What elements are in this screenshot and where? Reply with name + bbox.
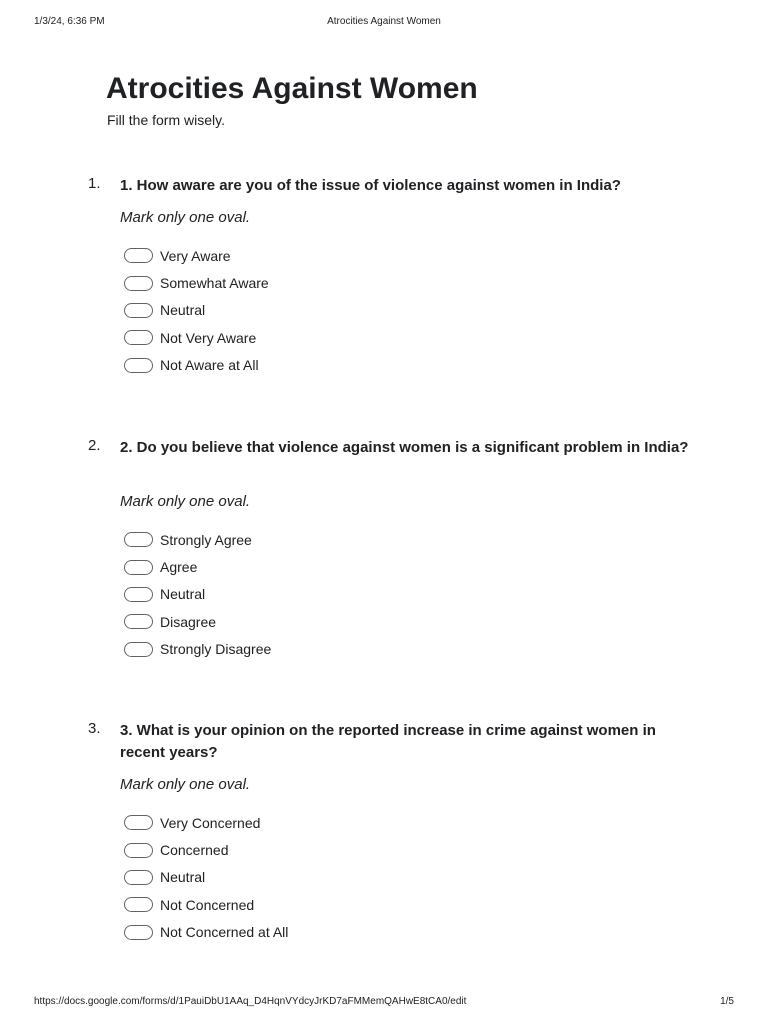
option-label: Not Concerned at All [160, 924, 289, 941]
print-url: https://docs.google.com/forms/d/1PauiDbU1AAq_D4HqnVYdcyJrKD7aFMMemQAHwE8tCA0/edit [34, 996, 467, 1007]
radio-oval[interactable] [124, 303, 153, 318]
question-hint: Mark only one oval. [120, 776, 251, 793]
option-label: Very Aware [160, 247, 231, 264]
radio-oval[interactable] [124, 815, 153, 830]
option-label: Neutral [160, 586, 206, 603]
print-doc-title: Atrocities Against Women [327, 16, 441, 27]
question-text: 1. How aware are you of the issue of violence against women in India? [120, 177, 621, 194]
option-label: Not Aware at All [160, 357, 259, 374]
question-text: 3. What is your opinion on the reported increase in crime against women in recent years? [120, 722, 656, 761]
option[interactable] [124, 809, 288, 836]
option[interactable] [124, 553, 271, 580]
option[interactable] [124, 919, 288, 946]
option[interactable] [124, 836, 288, 863]
question-hint: Mark only one oval. [120, 209, 251, 226]
option[interactable] [124, 581, 271, 608]
option[interactable] [124, 526, 271, 553]
option-label: Somewhat Aware [160, 275, 269, 292]
print-datetime: 1/3/24, 6:36 PM [34, 16, 105, 27]
print-footer [34, 996, 734, 1010]
option-list [124, 242, 269, 379]
option[interactable] [124, 269, 269, 296]
question-number: 3. [88, 720, 101, 737]
option-label: Very Concerned [160, 814, 261, 831]
option[interactable] [124, 608, 271, 635]
question-hint: Mark only one oval. [120, 493, 251, 510]
radio-oval[interactable] [124, 925, 153, 940]
option[interactable] [124, 324, 269, 351]
radio-oval[interactable] [124, 330, 153, 345]
option[interactable] [124, 864, 288, 891]
print-header [34, 16, 734, 30]
option[interactable] [124, 297, 269, 324]
question-number: 1. [88, 175, 101, 192]
question-number: 2. [88, 437, 101, 454]
radio-oval[interactable] [124, 642, 153, 657]
radio-oval[interactable] [124, 276, 153, 291]
radio-oval[interactable] [124, 560, 153, 575]
option-label: Agree [160, 559, 198, 576]
radio-oval[interactable] [124, 614, 153, 629]
form-description: Fill the form wisely. [107, 112, 225, 128]
print-page-number: 1/5 [720, 996, 734, 1007]
radio-oval[interactable] [124, 532, 153, 547]
option-label: Strongly Disagree [160, 641, 272, 658]
radio-oval[interactable] [124, 248, 153, 263]
radio-oval[interactable] [124, 870, 153, 885]
option-label: Not Concerned [160, 896, 255, 913]
option-label: Strongly Agree [160, 531, 252, 548]
option[interactable] [124, 636, 271, 663]
option[interactable] [124, 242, 269, 269]
form-title: Atrocities Against Women [106, 72, 478, 105]
question-text: 2. Do you believe that violence against women is a significant problem in India? [120, 439, 689, 456]
radio-oval[interactable] [124, 843, 153, 858]
option-label: Neutral [160, 302, 206, 319]
option-label: Not Very Aware [160, 329, 257, 346]
option[interactable] [124, 352, 269, 379]
option[interactable] [124, 891, 288, 918]
option-label: Disagree [160, 613, 217, 630]
option-list [124, 809, 288, 946]
option-list [124, 526, 271, 663]
radio-oval[interactable] [124, 897, 153, 912]
radio-oval[interactable] [124, 587, 153, 602]
option-label: Concerned [160, 842, 229, 859]
radio-oval[interactable] [124, 358, 153, 373]
option-label: Neutral [160, 869, 206, 886]
